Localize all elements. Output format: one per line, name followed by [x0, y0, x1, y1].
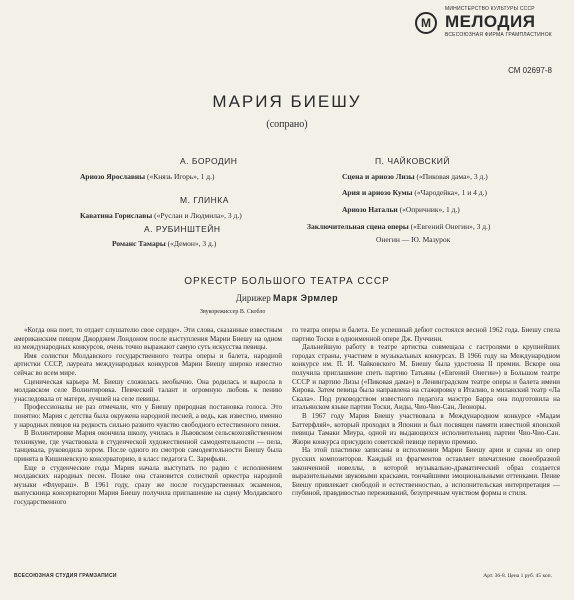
paragraph: го театра оперы и балета. Ее успешный дебют состоялся весной 1962 года. Биешу спела партию Тоски в одноименной опере Дж. Пуччини. [292, 326, 560, 343]
composer-glinka: М. ГЛИНКА [180, 195, 229, 205]
work-item: Ария и ариозо Кумы («Чародейка», 1 и 4 д.) [342, 188, 487, 197]
price: Арт. 36-8. Цена 1 руб. 45 коп. [483, 573, 552, 579]
paragraph: Сценическая карьера М. Биешу сложилась необычно. Она родилась и выросла в молдавском селе Волинтировка. Певческий талант и огромную любовь к пению унаследовала от матери, лучшей на селе певицы. [14, 377, 282, 403]
work-item: Каватина Гориславы («Руслан и Людмила», 3 д.) [80, 211, 242, 220]
work-item: Ариозо Натальи («Опричник», 1 д.) [342, 205, 460, 214]
onegin-performer: Онегин — Ю. Мазурок [376, 235, 451, 244]
voice-type: (сопрано) [266, 119, 308, 130]
composer-rubinstein: А. РУБИНШТЕЙН [144, 224, 221, 234]
paragraph: На этой пластинке записаны в исполнении Марии Биешу арии и сцены из опер русских композиторов. Каждый из фрагментов оставляет впечатление своеобразной законченной новеллы, в которой музыкально-драматический образ создается выразительными звуковыми красками, тончайшими эмоциональными оттенками. Пение Биешу привлекает свободой и естественностью, а исполнительская интерпретация — глубиной, правдивостью переживаний, безупречным чувством формы и стиля. [292, 446, 560, 498]
paragraph: Имя солистки Молдавского государственного театра оперы и балета, народной артистки СССР, лауреата международных конкурсов Марии Биешу широко известно сейчас во всем мире. [14, 351, 282, 377]
paragraph: В 1967 году Мария Биешу участвовала в Международном конкурсе «Мадам Баттерфляй», который проходил в Японии и был посвящен памяти известной японской певицы Тамаки Миура, одной из выдающихся исполнительниц партии Чио-Чио-Сан. Жюри конкурса присудило советской певице первую премию. [292, 411, 560, 446]
paragraph: «Когда она поет, то отдает слушателю свое сердце». Эти слова, сказанные известным американским певцом Джорджем Лондоном после выступления Марии Биешу на одном из международных конкурсов, очень точно выражают самую суть искусства певицы. [14, 326, 282, 352]
composer-borodin: А. БОРОДИН [180, 156, 238, 166]
paragraph: В Волинтировке Мария окончила школу, училась в Львовском сельскохозяйственном техникуме, где участвовала в студенческой художественной самодеятельности — пела, танцевала, руководила хором. После одного из смотров самодеятельности Биешу была принята в Кишиневскую консерваторию, в класс педагога С. Зарифьян. [14, 429, 282, 463]
logo-ministry: МИНИСТЕРСТВО КУЛЬТУРЫ СССР [445, 6, 535, 12]
sound-engineer: Звукорежиссер В. Скобло [200, 309, 266, 315]
work-item: Ариозо Ярославны («Князь Игорь», 1 д.) [80, 172, 215, 181]
page-title: МАРИЯ БИЕШУ [212, 92, 362, 111]
work-item: Сцена и ариозо Лизы («Пиковая дама», 3 д.) [342, 172, 488, 181]
work-item: Романс Тамары («Демон», 3 д.) [112, 239, 217, 248]
paragraph: Профессионалы не раз отмечали, что у Биешу природная постановка голоса. Это понятно: Мария с детства была окружена народной песней, а ведь, как известно, именно у народных певцов на редкость сильно развито чувство свободного естественного пения. [14, 403, 282, 429]
studio-label: ВСЕСОЮЗНАЯ СТУДИЯ ГРАМЗАПИСИ [14, 573, 117, 579]
melodiya-logo [415, 6, 571, 40]
liner-notes-right [292, 326, 560, 498]
conductor: Дирижер Марк Эрмлер [235, 293, 339, 303]
paragraph: Дальнейшую работу в театре артистка совмещала с гастролями в крупнейших городах страны, участием в музыкальных конкурсах. В 1966 году на Международном конкурсе им. П. И. Чайковского М. Биешу была удостоена II премии. Вскоре она получила приглашение спеть партию Татьяны («Евгений Онегин») в Большом театре СССР и партию Лизы («Пиковая дама») в Ленинградском театре оперы и балета имени Кирова. Затем певица была направлена на стажировку в Италию, в миланский театр «Ла Скала». Под руководством известного педагога маэстро Барра она подготовила на итальянском языке партии Тоски, Аиды, Чио-Чио-Сан, Леоноры. [292, 343, 560, 412]
catalog-number: СМ 02697-8 [508, 66, 552, 75]
liner-notes-left [14, 326, 282, 506]
work-item: Заключительная сцена оперы («Евгений Онегин», 3 д.) [307, 222, 491, 231]
composer-tchaikovsky: П. ЧАЙКОВСКИЙ [375, 156, 450, 166]
paragraph: Еще в студенческие годы Мария начала выступать по радио с исполнением молдавских народных песен. Позже она становится солисткой оркестра народной музыки «Флуераш». В 1961 году, сразу же после государственных экзаменов, выпускница консерватории Мария Биешу получила приглашение на сцену Молдавского государственного [14, 463, 282, 506]
orchestra: ОРКЕСТР БОЛЬШОГО ТЕАТРА СССР [184, 276, 390, 287]
logo-firm: ВСЕСОЮЗНАЯ ФИРМА ГРАМПЛАСТИНОК [445, 32, 552, 38]
logo-name: МЕЛОДИЯ [445, 12, 536, 31]
melodiya-logo-icon: М [415, 12, 437, 34]
